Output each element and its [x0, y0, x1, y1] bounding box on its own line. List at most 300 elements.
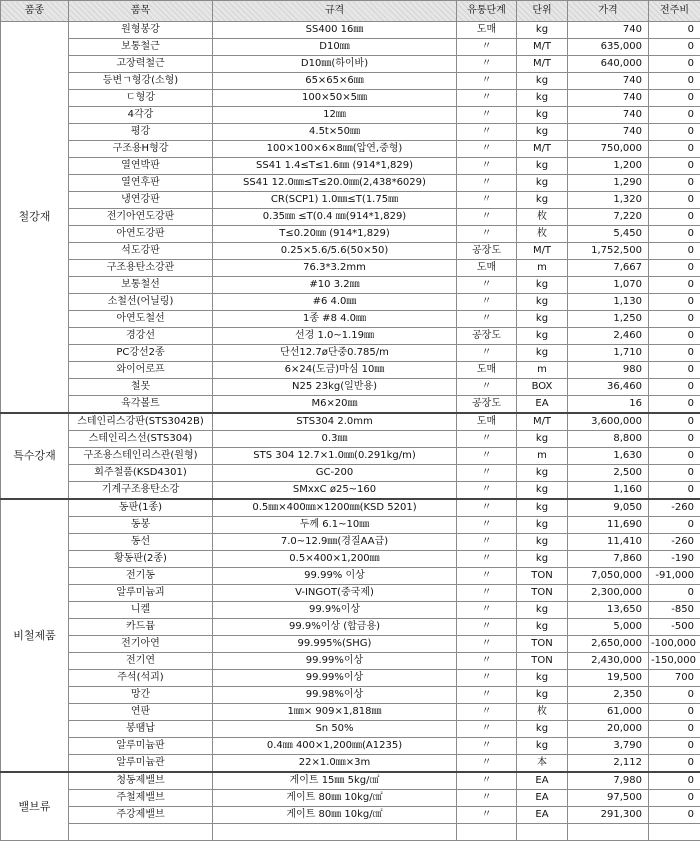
- unit-cell: kg: [517, 158, 568, 175]
- item-cell: 경강선: [69, 328, 213, 345]
- spec-cell: GC-200: [213, 465, 457, 482]
- change-cell: 0: [649, 209, 700, 226]
- change-cell: 0: [649, 277, 700, 294]
- table-row: [1, 345, 700, 362]
- price-cell: 1,630: [568, 448, 649, 465]
- spec-cell: 1종 #8 4.0㎜: [213, 311, 457, 328]
- table-row: [1, 362, 700, 379]
- stage-cell: 〃: [457, 294, 517, 311]
- price-cell: 1,290: [568, 175, 649, 192]
- category-cell: 철강재: [1, 22, 69, 414]
- price-cell: 7,860: [568, 551, 649, 568]
- table-row: [1, 56, 700, 73]
- price-cell: 740: [568, 124, 649, 141]
- item-cell: 전기아연: [69, 636, 213, 653]
- spec-cell: 99.99%이상: [213, 670, 457, 687]
- price-cell: 1,710: [568, 345, 649, 362]
- price-cell: 2,300,000: [568, 585, 649, 602]
- change-cell: 0: [649, 482, 700, 500]
- stage-cell: 〃: [457, 790, 517, 807]
- change-cell: -500: [649, 619, 700, 636]
- change-cell: 0: [649, 22, 700, 39]
- price-cell: 2,112: [568, 755, 649, 773]
- unit-cell: TON: [517, 568, 568, 585]
- stage-cell: 〃: [457, 619, 517, 636]
- item-cell: 4각강: [69, 107, 213, 124]
- item-cell: PC강선2종: [69, 345, 213, 362]
- spec-cell: SS400 16㎜: [213, 22, 457, 39]
- unit-cell: kg: [517, 73, 568, 90]
- table-row: [1, 107, 700, 124]
- spec-cell: V-INGOT(중국제): [213, 585, 457, 602]
- table-row: [1, 619, 700, 636]
- header-stage: 유통단계: [457, 1, 517, 22]
- price-cell: 2,430,000: [568, 653, 649, 670]
- table-row: [1, 39, 700, 56]
- change-cell: 0: [649, 175, 700, 192]
- category-cell: 비철제품: [1, 499, 69, 772]
- spec-cell: 게이트 15㎜ 5kg/㎠: [213, 772, 457, 790]
- change-cell: 0: [649, 39, 700, 56]
- change-cell: 0: [649, 260, 700, 277]
- stage-cell: 〃: [457, 379, 517, 396]
- change-cell: 0: [649, 517, 700, 534]
- unit-cell: kg: [517, 517, 568, 534]
- spec-cell: #10 3.2㎜: [213, 277, 457, 294]
- spec-cell: D10㎜: [213, 39, 457, 56]
- stage-cell: 〃: [457, 141, 517, 158]
- unit-cell: kg: [517, 107, 568, 124]
- price-cell: 1,752,500: [568, 243, 649, 260]
- unit-cell: kg: [517, 619, 568, 636]
- price-cell: 13,650: [568, 602, 649, 619]
- unit-cell: M/T: [517, 56, 568, 73]
- unit-cell: kg: [517, 328, 568, 345]
- spec-cell: 99.99% 이상: [213, 568, 457, 585]
- stage-cell: 〃: [457, 56, 517, 73]
- change-cell: -260: [649, 534, 700, 551]
- unit-cell: kg: [517, 551, 568, 568]
- spec-cell: 0.4㎜ 400×1,200㎜(A1235): [213, 738, 457, 755]
- spec-cell: 선경 1.0~1.19㎜: [213, 328, 457, 345]
- category-cell: 밸브류: [1, 772, 69, 841]
- unit-cell: 枚: [517, 704, 568, 721]
- table-row: [1, 192, 700, 209]
- unit-cell: m: [517, 448, 568, 465]
- item-cell: 알루미늄판: [69, 738, 213, 755]
- unit-cell: 本: [517, 755, 568, 773]
- stage-cell: 〃: [457, 704, 517, 721]
- stage-cell: 〃: [457, 482, 517, 500]
- header-price: 가격: [568, 1, 649, 22]
- item-cell: 육각볼트: [69, 396, 213, 414]
- unit-cell: kg: [517, 22, 568, 39]
- spec-cell: T≤0.20㎜ (914*1,829): [213, 226, 457, 243]
- change-cell: -150,000: [649, 653, 700, 670]
- stage-cell: 〃: [457, 636, 517, 653]
- spec-cell: SS41 1.4≤T≤1.6㎜ (914*1,829): [213, 158, 457, 175]
- table-row: [1, 534, 700, 551]
- price-cell: 1,200: [568, 158, 649, 175]
- item-cell: 동선: [69, 534, 213, 551]
- table-row: [1, 379, 700, 396]
- change-cell: 0: [649, 790, 700, 807]
- price-cell: 2,350: [568, 687, 649, 704]
- item-cell: 등변ㄱ형강(소형): [69, 73, 213, 90]
- table-row: [1, 73, 700, 90]
- stage-cell: 공장도: [457, 328, 517, 345]
- price-cell: 740: [568, 22, 649, 39]
- unit-cell: kg: [517, 294, 568, 311]
- table-row: [1, 311, 700, 328]
- spec-cell: 99.9%이상: [213, 602, 457, 619]
- table-row: [1, 209, 700, 226]
- item-cell: 연판: [69, 704, 213, 721]
- header-row: [1, 1, 700, 22]
- stage-cell: 〃: [457, 499, 517, 517]
- price-cell: 1,320: [568, 192, 649, 209]
- table-row: [1, 465, 700, 482]
- unit-cell: kg: [517, 465, 568, 482]
- stage-cell: 〃: [457, 738, 517, 755]
- stage-cell: 도매: [457, 413, 517, 431]
- unit-cell: kg: [517, 499, 568, 517]
- item-cell: 아연도강판: [69, 226, 213, 243]
- price-cell: 9,050: [568, 499, 649, 517]
- price-cell: 5,450: [568, 226, 649, 243]
- unit-cell: kg: [517, 534, 568, 551]
- stage-cell: [457, 824, 517, 841]
- unit-cell: kg: [517, 311, 568, 328]
- change-cell: 0: [649, 158, 700, 175]
- price-cell: 36,460: [568, 379, 649, 396]
- item-cell: 와이어로프: [69, 362, 213, 379]
- price-cell: 3,600,000: [568, 413, 649, 431]
- stage-cell: 〃: [457, 772, 517, 790]
- change-cell: -850: [649, 602, 700, 619]
- change-cell: 0: [649, 345, 700, 362]
- spec-cell: 0.25×5.6/5.6(50×50): [213, 243, 457, 260]
- spec-cell: #6 4.0㎜: [213, 294, 457, 311]
- price-cell: 1,250: [568, 311, 649, 328]
- price-cell: 19,500: [568, 670, 649, 687]
- table-row: [1, 824, 700, 841]
- change-cell: 700: [649, 670, 700, 687]
- spec-cell: 6×24(도금)마심 10㎜: [213, 362, 457, 379]
- stage-cell: 〃: [457, 670, 517, 687]
- unit-cell: m: [517, 260, 568, 277]
- table-row: [1, 294, 700, 311]
- stage-cell: 〃: [457, 39, 517, 56]
- stage-cell: 공장도: [457, 396, 517, 414]
- unit-cell: EA: [517, 807, 568, 824]
- spec-cell: 0.35㎜ ≤T(0.4 ㎜(914*1,829): [213, 209, 457, 226]
- price-cell: [568, 824, 649, 841]
- item-cell: 망간: [69, 687, 213, 704]
- stage-cell: 〃: [457, 807, 517, 824]
- table-row: [1, 687, 700, 704]
- change-cell: -91,000: [649, 568, 700, 585]
- spec-cell: 100×50×5㎜: [213, 90, 457, 107]
- price-cell: 7,220: [568, 209, 649, 226]
- table-row: [1, 396, 700, 414]
- table-row: [1, 226, 700, 243]
- spec-cell: CR(SCP1) 1.0㎜≤T(1.75㎜: [213, 192, 457, 209]
- stage-cell: 〃: [457, 568, 517, 585]
- item-cell: 알루미늄관: [69, 755, 213, 773]
- item-cell: 전기아연도강판: [69, 209, 213, 226]
- price-cell: 11,690: [568, 517, 649, 534]
- unit-cell: kg: [517, 602, 568, 619]
- table-row: [1, 22, 700, 39]
- spec-cell: 1㎜× 909×1,818㎜: [213, 704, 457, 721]
- price-cell: 20,000: [568, 721, 649, 738]
- spec-cell: [213, 824, 457, 841]
- header-category: 품종: [1, 1, 69, 22]
- item-cell: 구조용H형강: [69, 141, 213, 158]
- price-cell: 2,650,000: [568, 636, 649, 653]
- table-row: [1, 141, 700, 158]
- header-spec: 규격: [213, 1, 457, 22]
- stage-cell: 〃: [457, 226, 517, 243]
- price-cell: 740: [568, 90, 649, 107]
- change-cell: 0: [649, 124, 700, 141]
- spec-cell: 단선12.7ø단중0.785/m: [213, 345, 457, 362]
- change-cell: 0: [649, 141, 700, 158]
- item-cell: 아연도철선: [69, 311, 213, 328]
- price-cell: 7,050,000: [568, 568, 649, 585]
- change-cell: 0: [649, 704, 700, 721]
- unit-cell: EA: [517, 790, 568, 807]
- unit-cell: EA: [517, 396, 568, 414]
- change-cell: 0: [649, 738, 700, 755]
- unit-cell: kg: [517, 482, 568, 500]
- price-cell: 3,790: [568, 738, 649, 755]
- price-cell: 2,460: [568, 328, 649, 345]
- table-row: [1, 585, 700, 602]
- table-row: [1, 499, 700, 517]
- item-cell: 전기동: [69, 568, 213, 585]
- spec-cell: 99.99%이상: [213, 653, 457, 670]
- table-row: [1, 413, 700, 431]
- item-cell: 스테인리스강판(STS3042B): [69, 413, 213, 431]
- item-cell: 고장력철근: [69, 56, 213, 73]
- price-cell: 1,070: [568, 277, 649, 294]
- stage-cell: 〃: [457, 124, 517, 141]
- price-cell: 7,667: [568, 260, 649, 277]
- spec-cell: 65×65×6㎜: [213, 73, 457, 90]
- change-cell: 0: [649, 311, 700, 328]
- unit-cell: BOX: [517, 379, 568, 396]
- change-cell: 0: [649, 90, 700, 107]
- unit-cell: kg: [517, 721, 568, 738]
- unit-cell: kg: [517, 192, 568, 209]
- unit-cell: M/T: [517, 141, 568, 158]
- stage-cell: 〃: [457, 345, 517, 362]
- table-row: [1, 482, 700, 500]
- stage-cell: 〃: [457, 585, 517, 602]
- header-change: 전주비: [649, 1, 700, 22]
- unit-cell: M/T: [517, 413, 568, 431]
- item-cell: ㄷ형강: [69, 90, 213, 107]
- table-row: [1, 260, 700, 277]
- unit-cell: 枚: [517, 226, 568, 243]
- change-cell: 0: [649, 687, 700, 704]
- table-row: [1, 328, 700, 345]
- table-row: [1, 517, 700, 534]
- unit-cell: kg: [517, 345, 568, 362]
- price-cell: 740: [568, 73, 649, 90]
- table-row: [1, 653, 700, 670]
- change-cell: 0: [649, 379, 700, 396]
- price-cell: 61,000: [568, 704, 649, 721]
- spec-cell: N25 23kg(일반용): [213, 379, 457, 396]
- stage-cell: 도매: [457, 260, 517, 277]
- table-row: [1, 448, 700, 465]
- spec-cell: 게이트 80㎜ 10kg/㎠: [213, 807, 457, 824]
- item-cell: 청동제밸브: [69, 772, 213, 790]
- stage-cell: 도매: [457, 22, 517, 39]
- stage-cell: 〃: [457, 653, 517, 670]
- stage-cell: 〃: [457, 431, 517, 448]
- stage-cell: 〃: [457, 551, 517, 568]
- item-cell: 평강: [69, 124, 213, 141]
- change-cell: 0: [649, 465, 700, 482]
- unit-cell: kg: [517, 175, 568, 192]
- unit-cell: M/T: [517, 243, 568, 260]
- change-cell: 0: [649, 448, 700, 465]
- item-cell: 주석(석괴): [69, 670, 213, 687]
- item-cell: 카드뮴: [69, 619, 213, 636]
- change-cell: 0: [649, 294, 700, 311]
- table-row: [1, 90, 700, 107]
- item-cell: 소철선(어닐링): [69, 294, 213, 311]
- unit-cell: 枚: [517, 209, 568, 226]
- item-cell: 동봉: [69, 517, 213, 534]
- stage-cell: 〃: [457, 277, 517, 294]
- price-cell: 750,000: [568, 141, 649, 158]
- change-cell: -100,000: [649, 636, 700, 653]
- spec-cell: M6×20㎜: [213, 396, 457, 414]
- price-cell: 7,980: [568, 772, 649, 790]
- spec-cell: SS41 12.0㎜≤T≤20.0㎜(2,438*6029): [213, 175, 457, 192]
- item-cell: 열연박판: [69, 158, 213, 175]
- stage-cell: 〃: [457, 175, 517, 192]
- stage-cell: 〃: [457, 465, 517, 482]
- spec-cell: 0.5×400×1,200㎜: [213, 551, 457, 568]
- price-cell: 291,300: [568, 807, 649, 824]
- item-cell: 스테인리스선(STS304): [69, 431, 213, 448]
- stage-cell: 〃: [457, 209, 517, 226]
- change-cell: 0: [649, 56, 700, 73]
- table-row: [1, 124, 700, 141]
- item-cell: [69, 824, 213, 841]
- spec-cell: 두께 6.1~10㎜: [213, 517, 457, 534]
- item-cell: 원형봉강: [69, 22, 213, 39]
- spec-cell: 99.9%이상 (합금용): [213, 619, 457, 636]
- stage-cell: 〃: [457, 158, 517, 175]
- change-cell: 0: [649, 396, 700, 414]
- spec-cell: Sn 50%: [213, 721, 457, 738]
- unit-cell: TON: [517, 653, 568, 670]
- unit-cell: m: [517, 362, 568, 379]
- spec-cell: 0.3㎜: [213, 431, 457, 448]
- item-cell: 냉연강판: [69, 192, 213, 209]
- spec-cell: 4.5t×50㎜: [213, 124, 457, 141]
- stage-cell: 공장도: [457, 243, 517, 260]
- item-cell: 회주철품(KSD4301): [69, 465, 213, 482]
- spec-cell: 12㎜: [213, 107, 457, 124]
- header-item: 품목: [69, 1, 213, 22]
- price-cell: 640,000: [568, 56, 649, 73]
- stage-cell: 〃: [457, 687, 517, 704]
- unit-cell: kg: [517, 124, 568, 141]
- item-cell: 봉땜납: [69, 721, 213, 738]
- change-cell: 0: [649, 328, 700, 345]
- stage-cell: 〃: [457, 602, 517, 619]
- category-cell: 특수강재: [1, 413, 69, 499]
- spec-cell: STS 304 12.7×1.0㎜(0.291kg/m): [213, 448, 457, 465]
- stage-cell: 〃: [457, 107, 517, 124]
- spec-cell: 100×100×6×8㎜(압연,중형): [213, 141, 457, 158]
- unit-cell: kg: [517, 687, 568, 704]
- change-cell: 0: [649, 413, 700, 431]
- table-row: [1, 670, 700, 687]
- table-body: [1, 22, 700, 841]
- spec-cell: 22×1.0㎜×3m: [213, 755, 457, 773]
- price-cell: 740: [568, 107, 649, 124]
- change-cell: 0: [649, 362, 700, 379]
- change-cell: 0: [649, 755, 700, 773]
- stage-cell: 〃: [457, 721, 517, 738]
- unit-cell: M/T: [517, 39, 568, 56]
- item-cell: 주철제밸브: [69, 790, 213, 807]
- unit-cell: [517, 824, 568, 841]
- price-cell: 980: [568, 362, 649, 379]
- table-row: [1, 636, 700, 653]
- stage-cell: 〃: [457, 90, 517, 107]
- unit-cell: EA: [517, 772, 568, 790]
- item-cell: 보통철근: [69, 39, 213, 56]
- stage-cell: 〃: [457, 755, 517, 773]
- table-row: [1, 175, 700, 192]
- item-cell: 구조용탄소강관: [69, 260, 213, 277]
- stage-cell: 도매: [457, 362, 517, 379]
- change-cell: 0: [649, 107, 700, 124]
- change-cell: -190: [649, 551, 700, 568]
- spec-cell: STS304 2.0mm: [213, 413, 457, 431]
- unit-cell: TON: [517, 636, 568, 653]
- price-cell: 5,000: [568, 619, 649, 636]
- change-cell: [649, 824, 700, 841]
- table-row: [1, 243, 700, 260]
- table-row: [1, 568, 700, 585]
- unit-cell: kg: [517, 90, 568, 107]
- item-cell: 철못: [69, 379, 213, 396]
- unit-cell: kg: [517, 431, 568, 448]
- item-cell: 주강제밸브: [69, 807, 213, 824]
- item-cell: 석도강판: [69, 243, 213, 260]
- change-cell: -260: [649, 499, 700, 517]
- table-row: [1, 602, 700, 619]
- item-cell: 구조용스테인리스관(원형): [69, 448, 213, 465]
- spec-cell: 99.995%(SHG): [213, 636, 457, 653]
- spec-cell: SMxxC ø25~160: [213, 482, 457, 500]
- stage-cell: 〃: [457, 311, 517, 328]
- spec-cell: 76.3*3.2mm: [213, 260, 457, 277]
- spec-cell: 게이트 80㎜ 10kg/㎠: [213, 790, 457, 807]
- price-cell: 16: [568, 396, 649, 414]
